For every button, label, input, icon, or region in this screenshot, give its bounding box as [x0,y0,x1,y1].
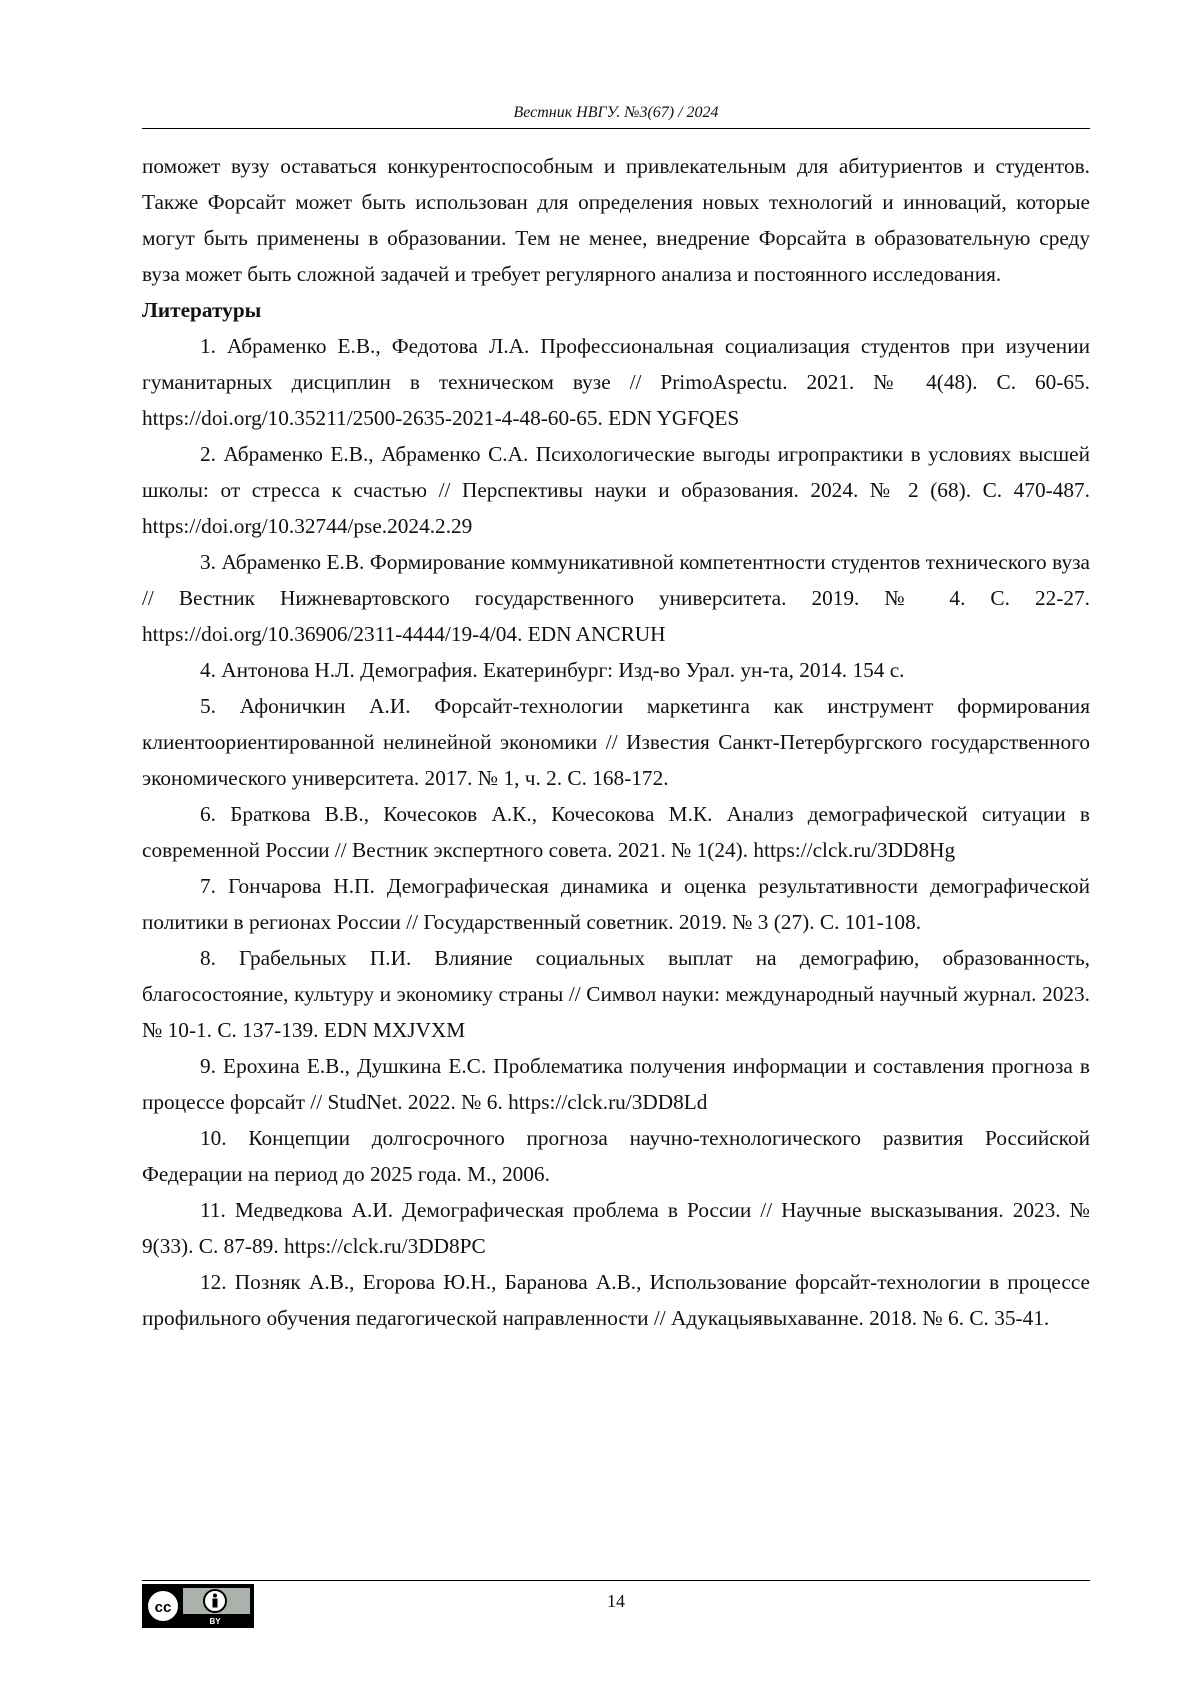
reference-item: 10. Концепции долгосрочного прогноза научно-технологического развития Российской Федерации на период до 2025 года. М., 2006. [142,1126,1090,1186]
reference-item: 9. Ерохина Е.В., Душкина Е.С. Проблематика получения информации и составления прогноза в процессе форсайт // StudNet. 2022. № 6. https://clck.ru/3DD8Ld [142,1054,1090,1114]
journal-title: Вестник НВГУ. №3(67) / 2024 [513,104,719,121]
running-header [142,102,1090,129]
cc-by-badge-graphic [143,1585,253,1627]
svg-text:cc: cc [154,1599,172,1616]
reference-item: 5. Афоничкин А.И. Форсайт-технологии маркетинга как инструмент формирования клиентоориентированной нелинейной экономики // Известия Санкт-Петербургского государственного экономического университета. 2017. № 1, ч. 2. С. 168-172. [142,694,1090,790]
references-title: Литературы [142,298,262,322]
reference-item: 7. Гончарова Н.П. Демографическая динамика и оценка результативности демографической политики в регионах России // Государственный советник. 2019. № 3 (27). С. 101-108. [142,874,1090,934]
reference-item: 3. Абраменко Е.В. Формирование коммуникативной компетентности студентов технического вуза // Вестник Нижневартовского государственного университета. 2019. № 4. С. 22-27. https://doi.org/10.36906/2311-4444/19-4/04. EDN ANCRUH [142,550,1090,646]
reference-item: 12. Позняк А.В., Егорова Ю.Н., Баранова А.В., Использование форсайт-технологии в процессе профильного обучения педагогической направленности // Адукацыявыхаванне. 2018. № 6. С. 35-41. [142,1270,1090,1330]
references-list [142,328,1090,1336]
cc-by-license-icon [142,1584,254,1628]
reference-item: 11. Медведкова А.И. Демографическая проблема в России // Научные высказывания. 2023. № 9(33). С. 87-89. https://clck.ru/3DD8PC [142,1198,1090,1258]
page-content [142,148,1090,1336]
reference-item: 1. Абраменко Е.В., Федотова Л.А. Профессиональная социализация студентов при изучении гуманитарных дисциплин в техническом вузе // PrimoAspectu. 2021. № 4(48). С. 60-65. https://doi.org/10.35211/2500-2635-2021-4-48-60-65. EDN YGFQES [142,334,1090,430]
page-number: 14 [607,1591,625,1611]
reference-item: 4. Антонова Н.Л. Демография. Екатеринбург: Изд-во Урал. ун-та, 2014. 154 с. [200,658,905,682]
footer-divider [142,1580,1090,1581]
svg-text:BY: BY [209,1617,221,1626]
reference-item: 8. Грабельных П.И. Влияние социальных выплат на демографию, образованность, благосостояние, культуру и экономику страны // Символ науки: международный научный журнал. 2023. № 10-1. С. 137-139. EDN MXJVXM [142,946,1090,1042]
reference-item: 6. Браткова В.В., Кочесоков А.К., Кочесокова М.К. Анализ демографической ситуации в современной России // Вестник экспертного совета. 2021. № 1(24). https://clck.ru/3DD8Hg [142,802,1090,862]
reference-item: 2. Абраменко Е.В., Абраменко С.А. Психологические выгоды игропрактики в условиях высшей школы: от стресса к счастью // Перспективы науки и образования. 2024. № 2 (68). С. 470-487. https://doi.org/10.32744/pse.2024.2.29 [142,442,1090,538]
body-paragraph: поможет вузу оставаться конкурентоспособным и привлекательным для абитуриентов и студентов. Также Форсайт может быть использован для определения новых технологий и инноваций, которые могут быть применены в образовании. Тем не менее, внедрение Форсайта в образовательную среду вуза может быть сложной задачей и требует регулярного анализа и постоянного исследования. [142,154,1090,286]
